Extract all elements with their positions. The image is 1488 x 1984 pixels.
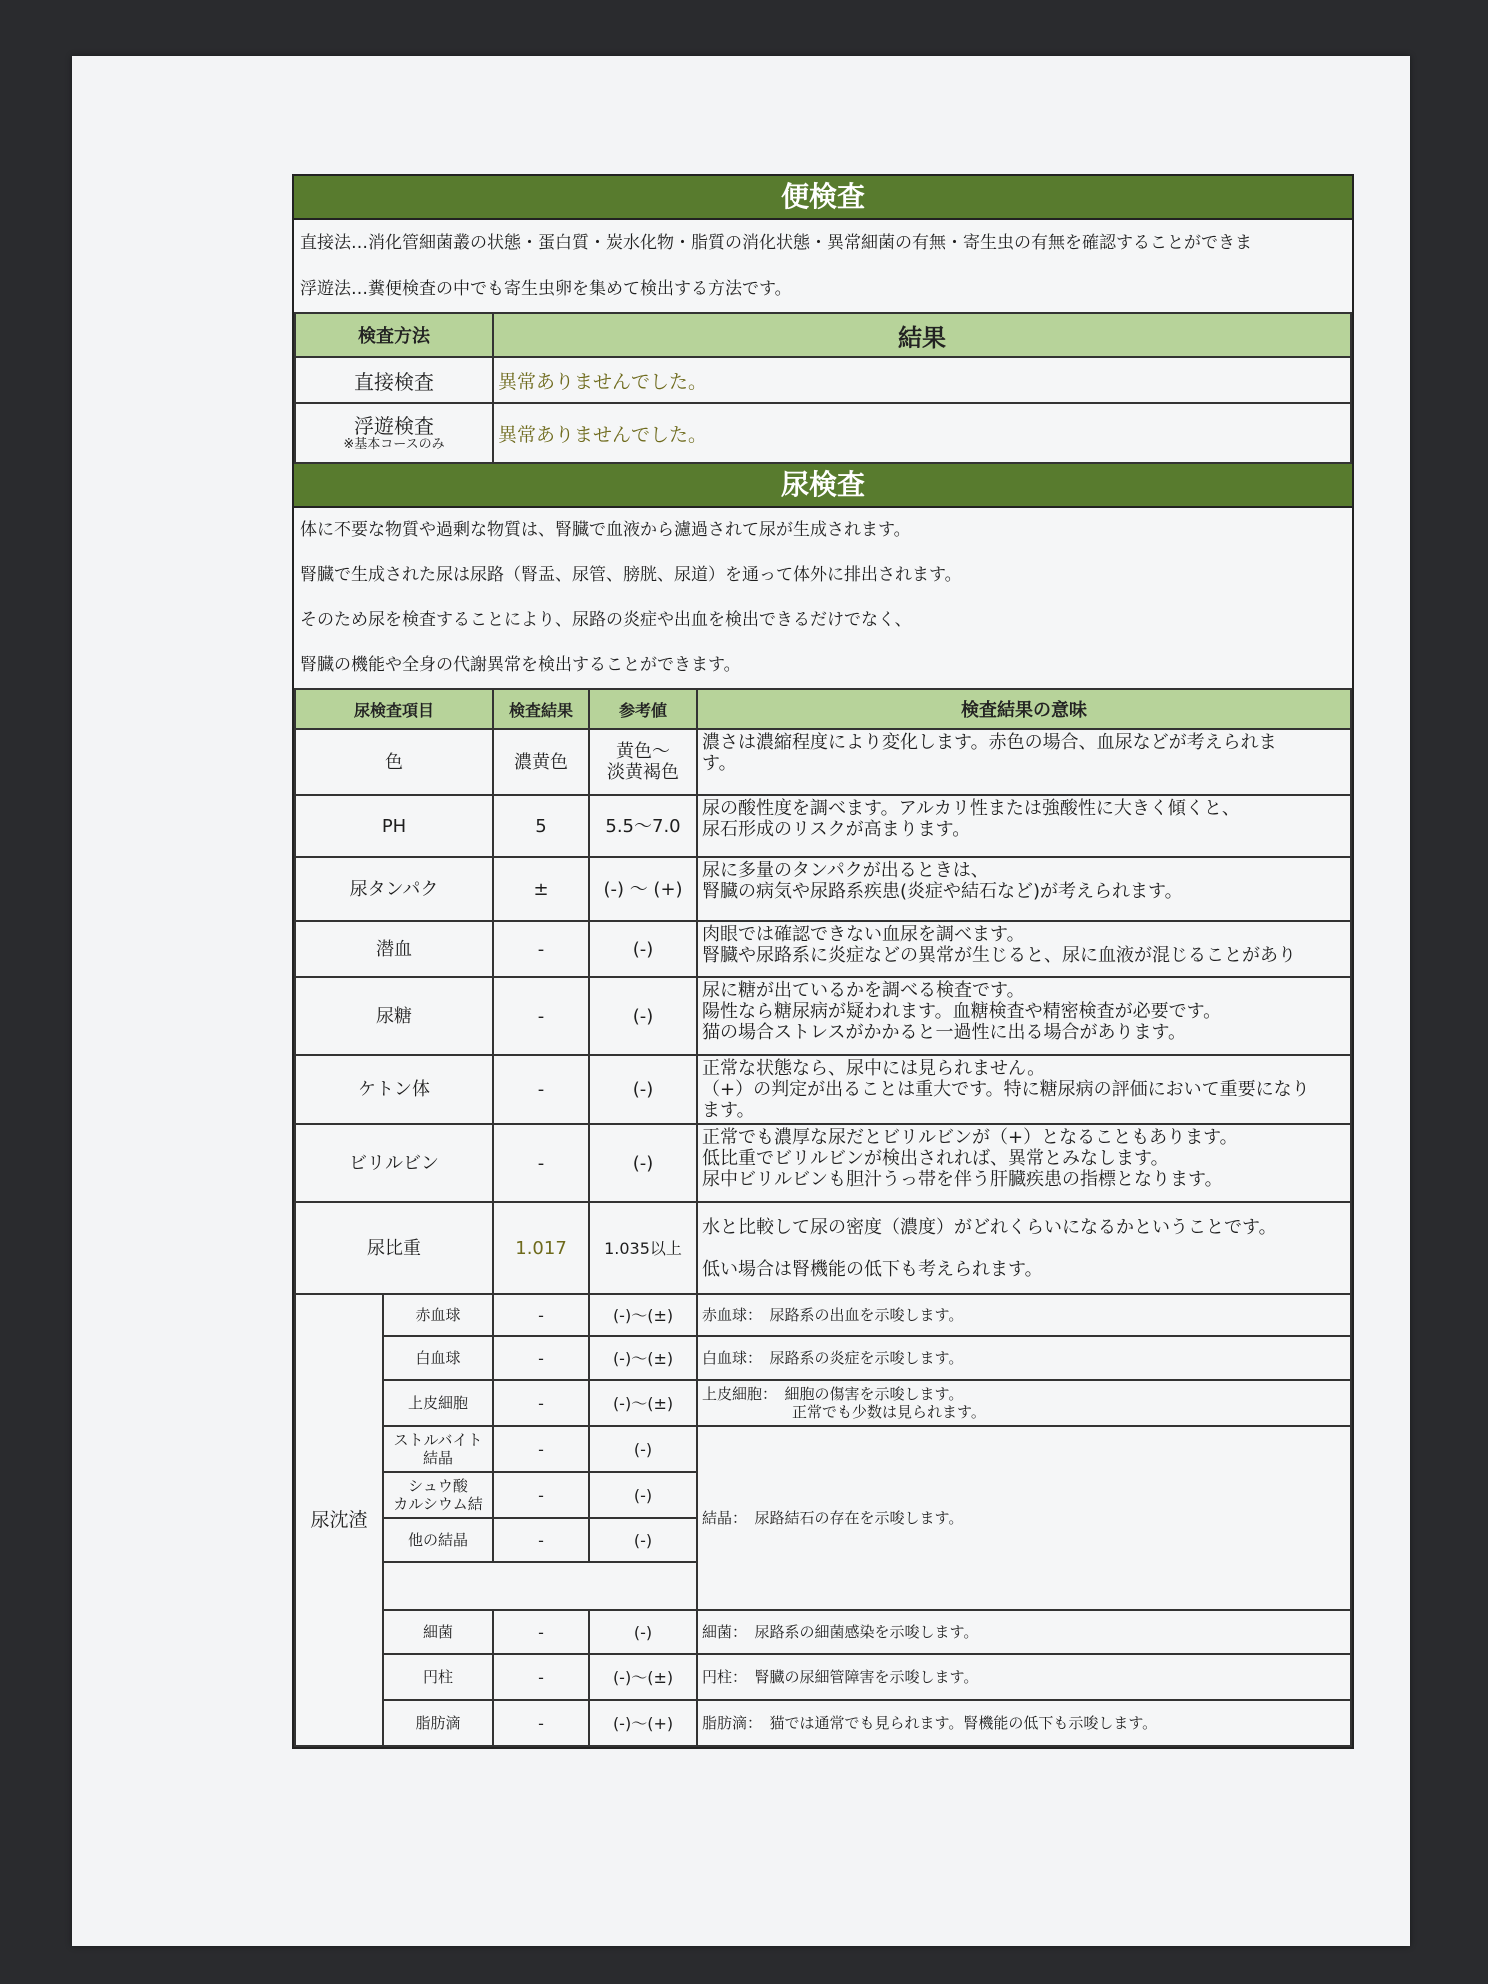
result-cell: -: [493, 1426, 589, 1472]
table-row: [295, 729, 1351, 795]
table-row: [295, 857, 1351, 921]
urine-intro-line: 腎臓で生成された尿は尿路（腎盂、尿管、膀胱、尿道）を通って体外に排出されます。: [300, 565, 962, 585]
result-cell: -: [493, 1610, 589, 1654]
result-cell: -: [493, 1472, 589, 1518]
table-row: [295, 403, 1351, 463]
item-cell: 潜血: [295, 921, 493, 977]
table-row: [295, 1202, 1351, 1294]
result-cell: -: [493, 1700, 589, 1746]
item-cell: 尿糖: [295, 977, 493, 1055]
fecal-results-table: [294, 312, 1352, 464]
header-test-result: 検査結果: [493, 689, 589, 729]
reference-cell: (-)～(+): [589, 1700, 697, 1746]
urine-section-title: 尿検査: [294, 464, 1352, 508]
reference-cell: (-)～(±): [589, 1654, 697, 1700]
empty-cell: [383, 1562, 697, 1610]
meaning-cell: 上皮細胞： 細胞の傷害を示唆します。 正常でも少数は見られます。: [697, 1380, 1351, 1426]
reference-cell: 5.5～7.0: [589, 795, 697, 857]
result-cell: 濃黄色: [493, 729, 589, 795]
reference-cell: (-): [589, 921, 697, 977]
result-cell: ±: [493, 857, 589, 921]
result-cell: -: [493, 1380, 589, 1426]
method-cell: 直接検査: [295, 357, 493, 403]
header-method: 検査方法: [295, 313, 493, 357]
header-reference: 参考値: [589, 689, 697, 729]
sediment-label: 尿沈渣: [295, 1294, 383, 1746]
fecal-intro: [294, 220, 1352, 312]
urine-intro-line: 腎臓の機能や全身の代謝異常を検出することができます。: [300, 655, 741, 675]
reference-cell: (-): [589, 977, 697, 1055]
reference-cell: (-): [589, 1426, 697, 1472]
reference-cell: (-): [589, 1518, 697, 1562]
fecal-section-title: 便検査: [294, 176, 1352, 220]
item-cell: 赤血球: [383, 1294, 493, 1336]
reference-cell: (-)～(±): [589, 1336, 697, 1380]
result-cell: -: [493, 977, 589, 1055]
result-cell: -: [493, 1124, 589, 1202]
item-cell: 円柱: [383, 1654, 493, 1700]
reference-cell: (-)～(±): [589, 1380, 697, 1426]
result-cell: -: [493, 921, 589, 977]
reference-cell: (-) ～ (+): [589, 857, 697, 921]
fecal-intro-line: 直接法…消化管細菌叢の状態・蛋白質・炭水化物・脂質の消化状態・異常細菌の有無・寄生虫の有無を確認することができま: [300, 233, 1252, 253]
item-cell: シュウ酸 カルシウム結: [383, 1472, 493, 1518]
table-row: [295, 1380, 1351, 1426]
table-row: [295, 795, 1351, 857]
result-cell: 異常ありませんでした。: [493, 403, 1351, 463]
table-row: [295, 1055, 1351, 1124]
table-row: [295, 1610, 1351, 1654]
report-document: [292, 174, 1354, 1749]
meaning-cell: 尿に糖が出ているかを調べる検査です。 陽性なら糖尿病が疑われます。血糖検査や精密検査が必要です。 猫の場合ストレスがかかると一過性に出る場合があります。: [697, 977, 1351, 1055]
table-row: [295, 1124, 1351, 1202]
table-row: [295, 921, 1351, 977]
result-cell: -: [493, 1336, 589, 1380]
result-cell: -: [493, 1294, 589, 1336]
meaning-cell: 細菌： 尿路系の細菌感染を示唆します。: [697, 1610, 1351, 1654]
result-cell: -: [493, 1654, 589, 1700]
table-row: [295, 1294, 1351, 1336]
urine-intro: [294, 508, 1352, 688]
table-row: [295, 1426, 1351, 1472]
header-meaning: 検査結果の意味: [697, 689, 1351, 729]
header-item: 尿検査項目: [295, 689, 493, 729]
meaning-cell: 正常な状態なら、尿中には見られません。 （+）の判定が出ることは重大です。特に糖尿病の評価において重要になり ます。: [697, 1055, 1351, 1124]
item-cell: 尿比重: [295, 1202, 493, 1294]
meaning-cell: 正常でも濃厚な尿だとビリルビンが（+）となることもあります。 低比重でビリルビンが検出されれば、異常とみなします。 尿中ビリルビンも胆汁うっ帯を伴う肝臓疾患の指標となります。: [697, 1124, 1351, 1202]
table-row: [295, 977, 1351, 1055]
table-row: [295, 1654, 1351, 1700]
item-cell: 細菌: [383, 1610, 493, 1654]
result-cell: -: [493, 1055, 589, 1124]
meaning-cell: 尿の酸性度を調べます。アルカリ性または強酸性に大きく傾くと、 尿石形成のリスクが高まります。: [697, 795, 1351, 857]
meaning-cell: 脂肪滴： 猫では通常でも見られます。腎機能の低下も示唆します。: [697, 1700, 1351, 1746]
item-cell: 脂肪滴: [383, 1700, 493, 1746]
reference-cell: (-): [589, 1610, 697, 1654]
reference-cell: (-): [589, 1055, 697, 1124]
method-cell: 浮遊検査 ※基本コースのみ: [295, 403, 493, 463]
reference-cell: (-): [589, 1124, 697, 1202]
result-cell: -: [493, 1518, 589, 1562]
table-row: [295, 357, 1351, 403]
header-result: 結果: [493, 313, 1351, 357]
meaning-cell: 赤血球： 尿路系の出血を示唆します。: [697, 1294, 1351, 1336]
item-cell: 上皮細胞: [383, 1380, 493, 1426]
reference-cell: (-)～(±): [589, 1294, 697, 1336]
fecal-intro-line: 浮遊法…糞便検査の中でも寄生虫卵を集めて検出する方法です。: [300, 279, 792, 299]
meaning-cell: 白血球： 尿路系の炎症を示唆します。: [697, 1336, 1351, 1380]
meaning-cell: 尿に多量のタンパクが出るときは、 腎臓の病気や尿路系疾患(炎症や結石など)が考えられます。: [697, 857, 1351, 921]
result-cell: 5: [493, 795, 589, 857]
reference-cell: 黄色～ 淡黄褐色: [589, 729, 697, 795]
meaning-cell: 円柱： 腎臓の尿細管障害を示唆します。: [697, 1654, 1351, 1700]
meaning-cell: 濃さは濃縮程度により変化します。赤色の場合、血尿などが考えられま す。: [697, 729, 1351, 795]
item-cell: ケトン体: [295, 1055, 493, 1124]
reference-cell: (-): [589, 1472, 697, 1518]
meaning-cell: 水と比較して尿の密度（濃度）がどれくらいになるかということです。 低い場合は腎機能の低下も考えられます。: [697, 1202, 1351, 1294]
item-cell: 色: [295, 729, 493, 795]
item-cell: 白血球: [383, 1336, 493, 1380]
urine-intro-line: そのため尿を検査することにより、尿路の炎症や出血を検出できるだけでなく、: [300, 610, 912, 630]
item-cell: ストルバイト 結晶: [383, 1426, 493, 1472]
meaning-cell: 肉眼では確認できない血尿を調べます。 腎臓や尿路系に炎症などの異常が生じると、尿に血液が混じることがあり: [697, 921, 1351, 977]
item-cell: 尿タンパク: [295, 857, 493, 921]
item-cell: 他の結晶: [383, 1518, 493, 1562]
urine-intro-line: 体に不要な物質や過剰な物質は、腎臓で血液から濾過されて尿が生成されます。: [300, 520, 911, 540]
item-cell: ビリルビン: [295, 1124, 493, 1202]
result-cell: 異常ありませんでした。: [493, 357, 1351, 403]
table-row: [295, 1700, 1351, 1746]
result-cell: 1.017: [493, 1202, 589, 1294]
meaning-cell: 結晶： 尿路結石の存在を示唆します。: [697, 1426, 1351, 1610]
reference-cell: 1.035以上: [589, 1202, 697, 1294]
item-cell: PH: [295, 795, 493, 857]
urine-results-table: [294, 688, 1352, 1747]
table-row: [295, 1336, 1351, 1380]
course-note: ※基本コースのみ: [343, 437, 445, 452]
